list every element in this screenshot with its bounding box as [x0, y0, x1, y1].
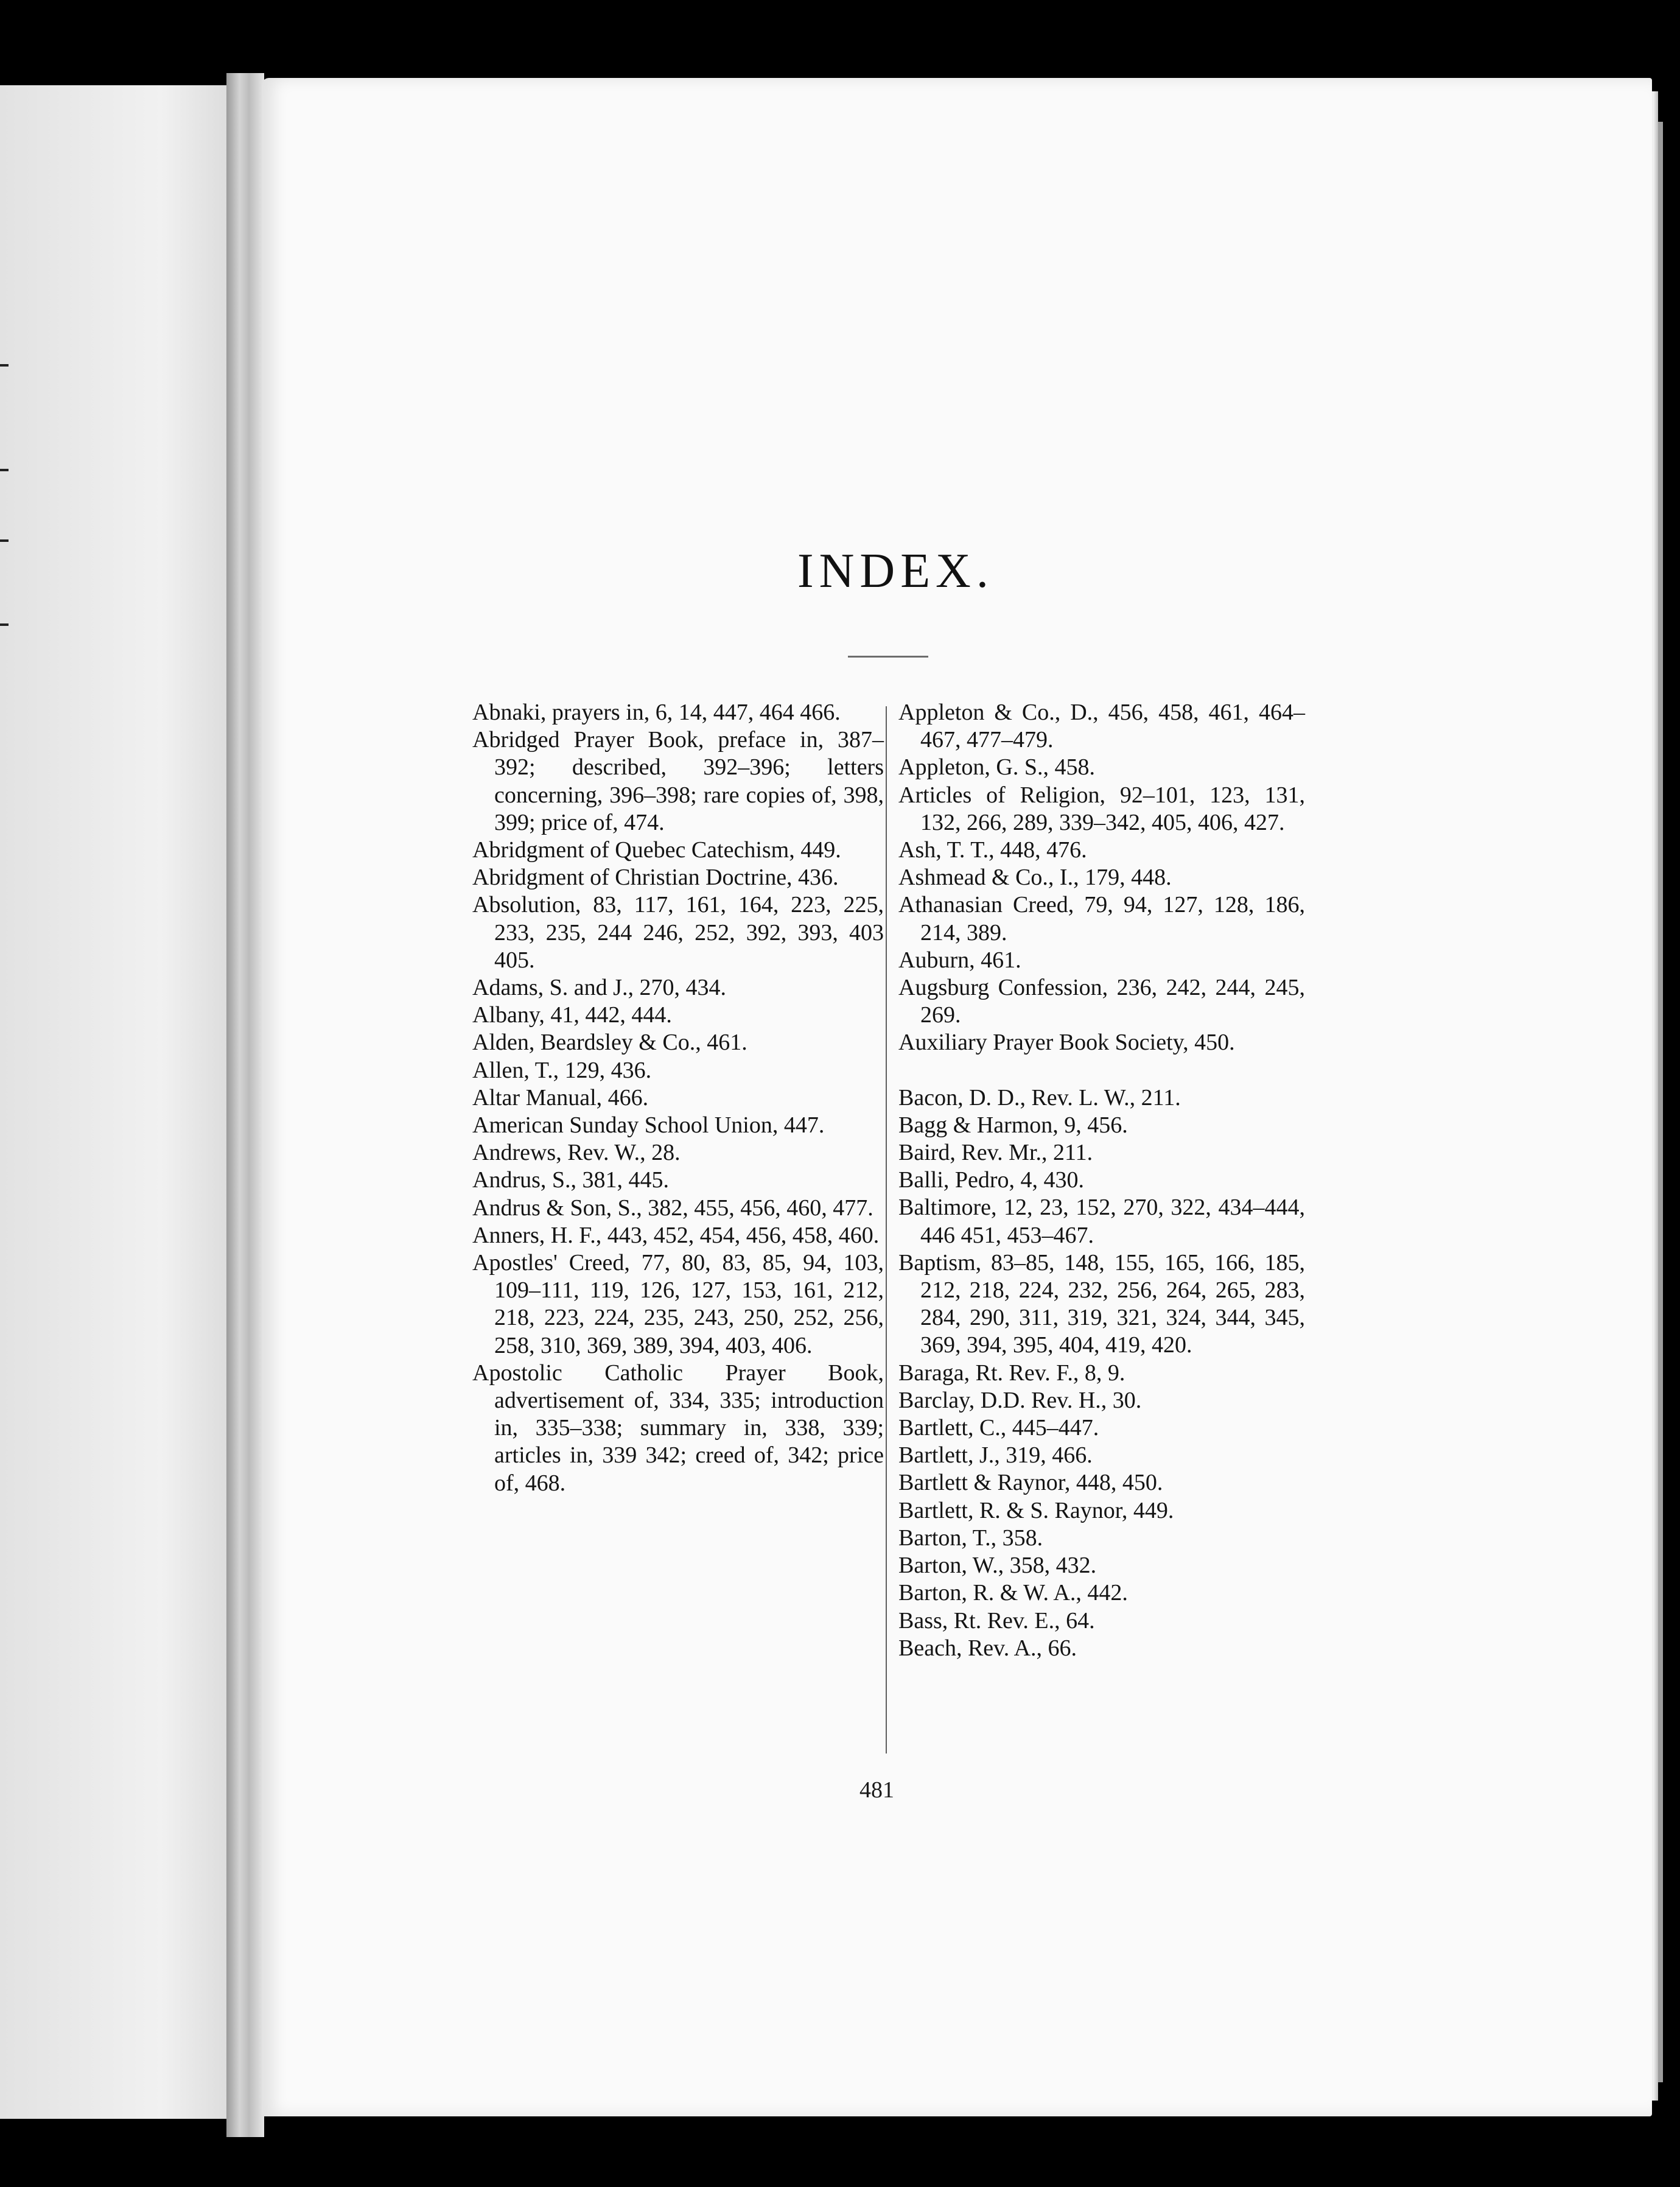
index-entry: Beach, Rev. A., 66.	[898, 1635, 1077, 1661]
index-entry: Bartlett & Raynor, 448, 450.	[898, 1470, 1163, 1496]
index-entry: Barton, T., 358.	[898, 1525, 1043, 1551]
index-entry: Ash, T. T., 448, 476.	[898, 837, 1087, 863]
index-entry: Barton, R. & W. A., 442.	[898, 1580, 1128, 1606]
index-entry: Apostolic Catholic Prayer Book, advertisement of, 334, 335; introduction in, 335–338; summary in, 338, 339; articles in, 339 342; creed of, 342; price of, 468.	[472, 1360, 884, 1496]
margin-mark	[0, 539, 9, 542]
page-title: INDEX.	[797, 544, 994, 598]
title-rule	[848, 656, 928, 658]
facing-page-edge	[0, 85, 230, 2119]
index-column-left	[472, 699, 884, 1497]
index-entry: Apostles' Creed, 77, 80, 83, 85, 94, 103, 109–111, 119, 126, 127, 153, 161, 212, 218, 223, 224, 235, 243, 250, 252, 256, 258, 310, 369, 389, 394, 403, 406.	[472, 1250, 884, 1358]
margin-mark	[0, 623, 9, 626]
index-entry: Abnaki, prayers in, 6, 14, 447, 464 466.	[472, 700, 841, 725]
index-entry: Appleton, G. S., 458.	[898, 754, 1095, 781]
index-entry: Andrews, Rev. W., 28.	[472, 1140, 681, 1166]
index-entry: Abridged Prayer Book, preface in, 387–392; described, 392–396; letters concerning, 396–398; rare copies of, 398, 399; price of, 474.	[472, 727, 884, 835]
index-entry: Barton, W., 358, 432.	[898, 1553, 1097, 1579]
index-entry: Ashmead & Co., I., 179, 448.	[898, 865, 1172, 891]
index-entry: Andrus & Son, S., 382, 455, 456, 460, 477.	[472, 1195, 873, 1221]
book-gutter	[226, 73, 264, 2137]
index-entry: Auburn, 461.	[898, 947, 1021, 973]
index-entry: Alden, Beardsley & Co., 461.	[472, 1030, 747, 1056]
index-entry: Bacon, D. D., Rev. L. W., 211.	[898, 1084, 1181, 1111]
index-entry: Allen, T., 129, 436.	[472, 1057, 652, 1083]
index-entry: Abridgment of Christian Doctrine, 436.	[472, 865, 839, 891]
page-number: 481	[859, 1777, 894, 1803]
index-entry: Anners, H. F., 443, 452, 454, 456, 458, 460.	[472, 1222, 880, 1248]
index-entry: Barclay, D.D. Rev. H., 30.	[898, 1387, 1142, 1413]
index-entry: Bass, Rt. Rev. E., 64.	[898, 1607, 1095, 1634]
margin-mark	[0, 469, 9, 471]
index-entry: Articles of Religion, 92–101, 123, 131, 132, 266, 289, 339–342, 405, 406, 427.	[898, 782, 1305, 835]
column-divider	[886, 706, 887, 1753]
margin-mark	[0, 364, 9, 367]
index-entry: Augsburg Confession, 236, 242, 244, 245, 269.	[898, 975, 1305, 1028]
index-entry: Baltimore, 12, 23, 152, 270, 322, 434–444, 446 451, 453–467.	[898, 1195, 1305, 1248]
index-entry: Baptism, 83–85, 148, 155, 165, 166, 185, 212, 218, 224, 232, 256, 264, 265, 283, 284, 290, 311, 319, 321, 324, 344, 345, 369, 394, 395, 404, 419, 420.	[898, 1249, 1305, 1358]
index-entry: Balli, Pedro, 4, 430.	[898, 1167, 1085, 1193]
index-entry: Abridgment of Quebec Catechism, 449.	[472, 837, 841, 863]
index-entry: Albany, 41, 442, 444.	[472, 1002, 672, 1028]
index-entry: Baraga, Rt. Rev. F., 8, 9.	[898, 1360, 1125, 1386]
index-entry: Bagg & Harmon, 9, 456.	[898, 1112, 1128, 1138]
index-entry: American Sunday School Union, 447.	[472, 1112, 825, 1139]
index-entry: Andrus, S., 381, 445.	[472, 1167, 670, 1193]
index-entry: Bartlett, R. & S. Raynor, 449.	[898, 1497, 1174, 1523]
page-stack-shadow	[1658, 122, 1663, 2082]
index-entry: Altar Manual, 466.	[472, 1084, 649, 1111]
index-entry: Baird, Rev. Mr., 211.	[898, 1140, 1093, 1166]
index-entry: Bartlett, C., 445–447.	[898, 1415, 1099, 1441]
index-entry: Adams, S. and J., 270, 434.	[472, 975, 726, 1001]
index-entry: Bartlett, J., 319, 466.	[898, 1442, 1093, 1469]
index-entry: Appleton & Co., D., 456, 458, 461, 464–467, 477–479.	[898, 700, 1305, 753]
index-entry: Auxiliary Prayer Book Society, 450.	[898, 1030, 1235, 1056]
index-entry: Athanasian Creed, 79, 94, 127, 128, 186, 214, 389.	[898, 892, 1305, 946]
index-entry: Absolution, 83, 117, 161, 164, 223, 225, 233, 235, 244 246, 252, 392, 393, 403 405.	[472, 892, 884, 973]
index-column-right	[898, 699, 1305, 1662]
